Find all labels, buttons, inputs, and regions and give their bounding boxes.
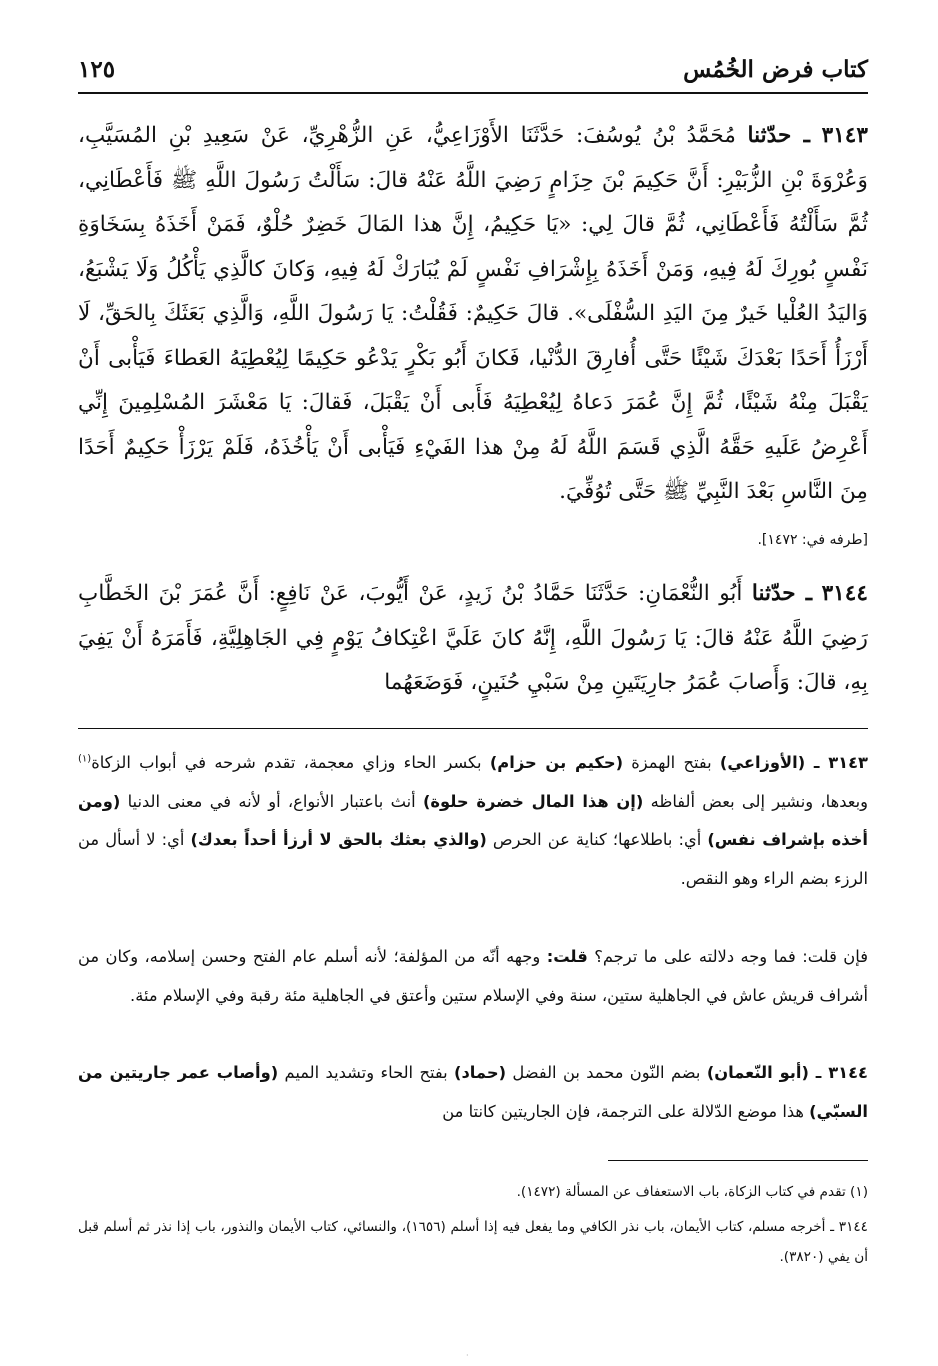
commentary-3143: ٣١٤٣ ـ (الأوزاعي) بفتح الهمزة (حكيم بن حزام) بكسر الحاء وزاي معجمة، تقدم شرحه في أبواب الزكاة$^{(١)}$ وبعدها، ونشير إلى بعض ألفاظه (إن هذا المال خضرة حلوة) أنث باعتبار الأنواع، أو لأنه في معنى الدنيا (ومن أخذه بإشراف نفس) أي: باطلاعها؛ كناية عن الحرص (والذي بعثك بالحق لا أرزأ أحداً بعدك) أي: لا أسأل من الرزء بضم الراء وهو النقص. bbox=[78, 753, 869, 888]
commentary-3144: ٣١٤٤ ـ (أبو النّعمان) بضم النّون محمد بن الفضل (حماد) بفتح الحاء وتشديد الميم (وأصاب عمر جاريتين من السبّي) هذا موضع الدّلالة على الترجمة، فإن الجاريتين كانتا من bbox=[78, 1063, 868, 1121]
text: فإن قلت: فما وجه دلالته على ما ترجم؟ bbox=[587, 947, 868, 966]
footnote-divider bbox=[608, 1160, 868, 1161]
commentary-number: ٣١٤٤ bbox=[828, 1063, 868, 1082]
text: بضم النّون محمد بن الفضل bbox=[506, 1063, 707, 1082]
text: بفتح الحاء وتشديد الميم bbox=[278, 1063, 455, 1082]
term: (ومن أخذه بإشراف نفس) bbox=[78, 791, 868, 849]
text: وبعدها، ونشير إلى بعض ألفاظه bbox=[643, 791, 869, 811]
hadith-intro: حدّثنا bbox=[751, 581, 796, 606]
hadith-number: ٣١٤٤ bbox=[821, 581, 868, 606]
term: قلت: bbox=[546, 947, 588, 966]
text: بفتح الهمزة bbox=[623, 753, 720, 772]
hadith-text: أَبُو النُّعْمَانِ: حَدَّثَنَا حَمَّادُ بْنُ زَيدٍ، عَنْ أَيُّوبَ، عَنْ نَافِعٍ: أَنَّ عُمَرَ بْنَ الخَطَّابِ رَضِيَ اللَّهُ عَنْهُ قالَ: يَا رَسُولَ اللَّهِ، إِنَّهُ كانَ عَلَيَّ اعْتِكافُ يَوْمٍ فِي الجَاهِلِيَّةِ، فَأَمَرَهُ أَنْ يَفِيَ بِهِ، قالَ: وَأَصابَ عُمَرُ جارِيَتَينِ مِنْ سَبْيِ حُنَينٍ، فَوَضَعَهُما bbox=[78, 581, 868, 695]
text: أي: باطلاعها؛ كناية عن الحرص bbox=[486, 830, 708, 849]
term: (والذي بعثك بالحق لا أرزأ أحداً بعدك) bbox=[190, 830, 487, 849]
hadith-text: مُحَمَّدُ بْنُ يُوسُفَ: حَدَّثَنَا الأَوْزَاعِيُّ، عَنِ الزُّهْرِيِّ، عَنْ سَعِيدِ بْنِ المُسَيَّبِ، وَعُرْوَةَ بْنِ الزُّبَيْرِ: أَنَّ حَكِيمَ بْنَ حِزَامٍ رَضِيَ اللَّهُ عَنْهُ قالَ: سَأَلْتُ رَسُولَ اللَّهِ ﷺ فَأَعْطَانِي، ثُمَّ سَأَلْتُهُ فَأَعْطَانِي، ثُمَّ قالَ لِي: «يَا حَكِيمُ، إِنَّ هذا المَالَ خَضِرٌ حُلْوٌ، فَمَنْ أَخَذَهُ بِسَخَاوَةِ نَفْسٍ بُورِكَ لَهُ فِيهِ، وَمَنْ أَخَذَهُ بِإِشْرَافِ نَفْسٍ لَمْ يُبَارَكْ لَهُ فِيهِ، وَكانَ كالَّذِي يَأْكُلُ وَلَا يَشْبَعُ، وَاليَدُ العُلْيا خَيرٌ مِنَ اليَدِ السُّفْلَى». قالَ حَكِيمٌ: فَقُلْتُ: يَا رَسُولَ اللَّهِ، وَالَّذِي بَعَثَكَ بِالحَقِّ، لَا أَرْزَأُ أَحَدًا بَعْدَكَ شَيْئًا حَتَّى أُفارِقَ الدُّنْيا، فَكانَ أَبُو بَكْرٍ يَدْعُو حَكِيمًا لِيُعْطِيَهُ العَطاءَ فَيَأْبى أَنْ يَقْبَلَ مِنْهُ شَيْئًا، ثُمَّ إِنَّ عُمَرَ دَعاهُ لِيُعْطِيَهُ فَأَبى أَنْ يَقْبَلَ، فَقالَ: يَا مَعْشَرَ المُسْلِمِينَ إِنِّي أَعْرِضُ عَلَيهِ حَقَّهُ الَّذِي قَسَمَ اللَّهُ لَهُ مِنْ هذا الفَيْءِ فَيَأْبى أَنْ يَأْخُذَهُ، فَلَمْ يَرْزَأْ حَكِيمٌ أَحَدًا مِنَ النَّاسِ بَعْدَ النَّبِيِّ ﷺ حَتَّى تُوُفِّيَ. bbox=[78, 123, 868, 504]
text: هذا موضع الدّلالة على الترجمة، فإن الجاريتين كانتا من bbox=[442, 1101, 810, 1121]
term: (الأوزاعي) bbox=[719, 753, 806, 772]
term: (حكيم بن حزام) bbox=[489, 753, 624, 772]
tarf-reference: [طرفه في: ١٤٧٢]. bbox=[757, 532, 868, 548]
commentary-number: ٣١٤٣ bbox=[828, 753, 868, 772]
footnote-3144: ٣١٤٤ ـ أخرجه مسلم، كتاب الأيمان، باب نذر الكافي وما يفعل فيه إذا أسلم (١٦٥٦)، والنسائي، كتاب الأيمان والنذور، باب إذا نذر ثم أسلم قبل أن يفي (٣٨٢٠). bbox=[78, 1219, 868, 1265]
text: وجهه أنّه من المؤلفة؛ لأنه أسلم عام الفتح وحسن إسلامه، وكان من أشراف قريش عاش في الجاهلية ستين، سنة وفي الإسلام ستين وأعتق في الجاهلية مئة رقبة وفي الإسلام مئة. bbox=[78, 947, 868, 1005]
hadith-3144: ٣١٤٤ ـ حدّثنا أَبُو النُّعْمَانِ: حَدَّثَنَا حَمَّادُ بْنُ زَيدٍ، عَنْ أَيُّوبَ، عَنْ نَافِعٍ: أَنَّ عُمَرَ بْنَ الخَطَّابِ رَضِيَ اللَّهُ عَنْهُ قالَ: يَا رَسُولَ اللَّهِ، إِنَّهُ كانَ عَلَيَّ اعْتِكافُ يَوْمٍ فِي الجَاهِلِيَّةِ، فَأَمَرَهُ أَنْ يَفِيَ بِهِ، قالَ: وَأَصابَ عُمَرُ جارِيَتَينِ مِنْ سَبْيِ حُنَينٍ، فَوَضَعَهُما bbox=[78, 581, 868, 695]
chapter-title: كتاب فرض الخُمُس bbox=[683, 56, 868, 83]
commentary-question bbox=[78, 938, 868, 1015]
footnote-ref[interactable]: (١) bbox=[78, 753, 92, 765]
page-header bbox=[78, 50, 868, 94]
term: (إن هذا المال خضرة حلوة) bbox=[422, 791, 644, 811]
hadith-3143: ٣١٤٣ ـ حدّثنا مُحَمَّدُ بْنُ يُوسُفَ: حَدَّثَنَا الأَوْزَاعِيُّ، عَنِ الزُّهْرِيِّ، عَنْ سَعِيدِ بْنِ المُسَيَّبِ، وَعُرْوَةَ بْنِ الزُّبَيْرِ: أَنَّ حَكِيمَ بْنَ حِزَامٍ رَضِيَ اللَّهُ عَنْهُ قالَ: سَأَلْتُ رَسُولَ اللَّهِ ﷺ فَأَعْطَانِي، ثُمَّ سَأَلْتُهُ فَأَعْطَانِي، ثُمَّ قالَ لِي: «يَا حَكِيمُ، إِنَّ هذا المَالَ خَضِرٌ حُلْوٌ، فَمَنْ أَخَذَهُ بِسَخَاوَةِ نَفْسٍ بُورِكَ لَهُ فِيهِ، وَمَنْ أَخَذَهُ بِإِشْرَافِ نَفْسٍ لَمْ يُبَارَكْ لَهُ فِيهِ، وَكانَ كالَّذِي يَأْكُلُ وَلَا يَشْبَعُ، وَاليَدُ العُلْيا خَيرٌ مِنَ اليَدِ السُّفْلَى». قالَ حَكِيمٌ: فَقُلْتُ: يَا رَسُولَ اللَّهِ، وَالَّذِي بَعَثَكَ بِالحَقِّ، لَا أَرْزَأُ أَحَدًا بَعْدَكَ شَيْئًا حَتَّى أُفارِقَ الدُّنْيا، فَكانَ أَبُو بَكْرٍ يَدْعُو حَكِيمًا لِيُعْطِيَهُ العَطاءَ فَيَأْبى أَنْ يَقْبَلَ مِنْهُ شَيْئًا، ثُمَّ إِنَّ عُمَرَ دَعاهُ لِيُعْطِيَهُ فَأَبى أَنْ يَقْبَلَ، فَقالَ: يَا مَعْشَرَ المُسْلِمِينَ إِنِّي أَعْرِضُ عَلَيهِ حَقَّهُ الَّذِي قَسَمَ اللَّهُ لَهُ مِنْ هذا الفَيْءِ فَيَأْبى أَنْ يَأْخُذَهُ، فَلَمْ يَرْزَأْ حَكِيمٌ أَحَدًا مِنَ النَّاسِ بَعْدَ النَّبِيِّ ﷺ حَتَّى تُوُفِّيَ. bbox=[78, 123, 868, 504]
term: (وأصاب عمر جاريتين من السبّي) bbox=[78, 1063, 868, 1121]
scan-mark: · bbox=[466, 1351, 469, 1360]
text: بكسر الحاء وزاي معجمة، تقدم شرحه في أبواب الزكاة bbox=[91, 753, 490, 772]
hadith-number: ٣١٤٣ bbox=[821, 123, 868, 148]
text: أنث باعتبار الأنواع، أو لأنه في معنى الدنيا bbox=[120, 791, 423, 811]
commentary-divider bbox=[78, 728, 868, 729]
term: (أبو النّعمان) bbox=[706, 1063, 809, 1082]
term: (حماد) bbox=[454, 1063, 507, 1082]
text: أي: لا أسأل من الرزء بضم الراء وهو النقص. bbox=[78, 830, 868, 888]
page-number: ١٢٥ bbox=[78, 56, 116, 83]
hadith-intro: حدّثنا bbox=[747, 123, 792, 148]
footnote-1: (١) تقدم في كتاب الزكاة، باب الاستعفاف عن المسألة (١٤٧٢). bbox=[516, 1184, 868, 1200]
